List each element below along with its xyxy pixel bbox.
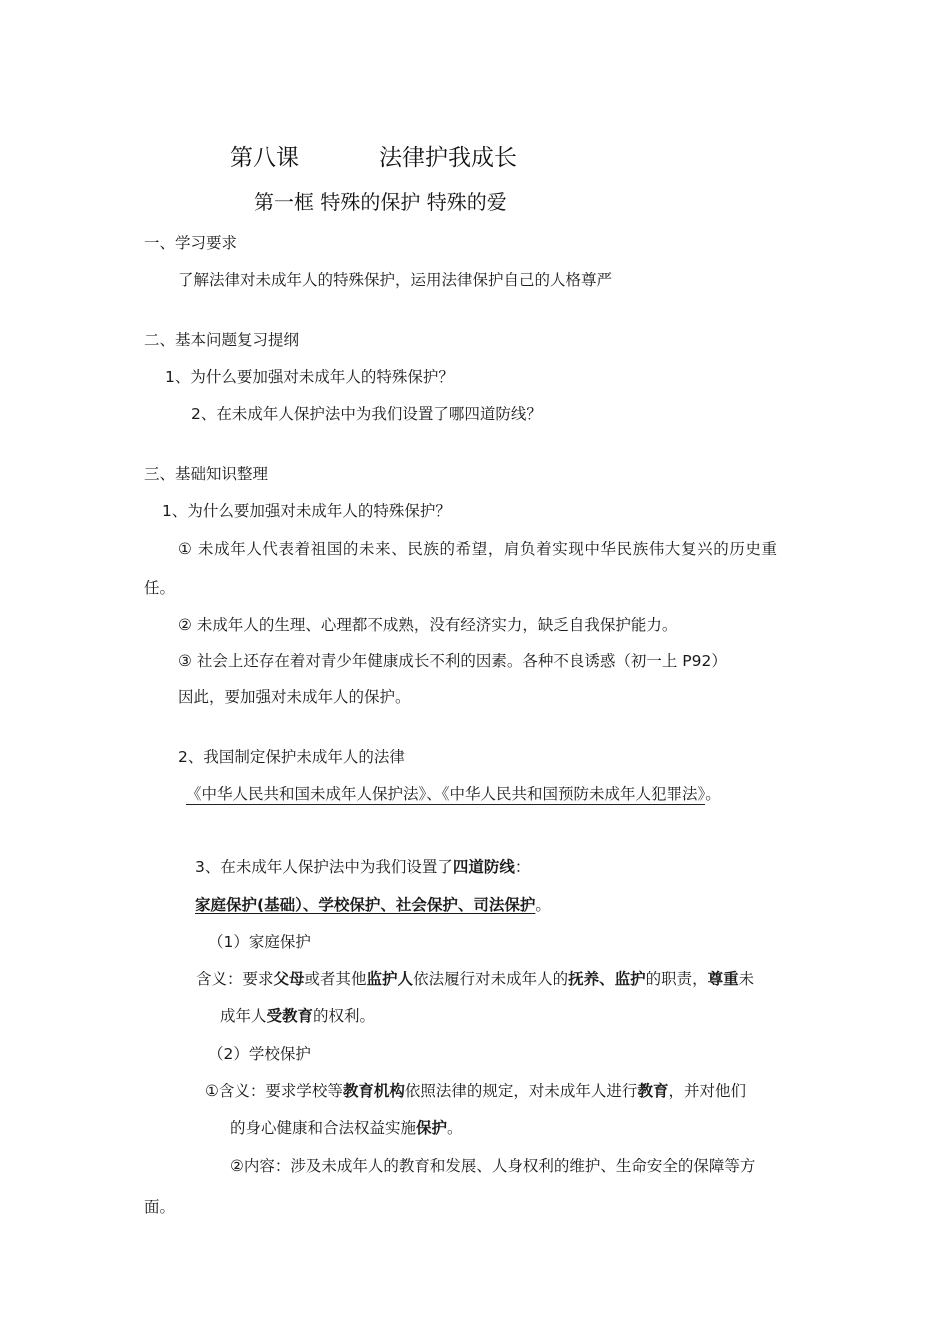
text-run: 。 [447, 1119, 463, 1137]
learning-requirements-text: 了解法律对未成年人的特殊保护，运用法律保护自己的人格尊严 [178, 271, 613, 289]
reason-conclusion: 因此，要加强对未成年人的保护。 [178, 688, 411, 706]
school-protection-meaning-line-2 [230, 1117, 463, 1139]
defenses-list: 家庭保护(基础）、学校保护、社会保护、司法保护 [195, 896, 536, 914]
text-run: 依法履行对未成年人的 [413, 970, 569, 988]
bold-term: 抚养、监护 [568, 970, 646, 988]
school-protection-content-line-2: 面。 [144, 1198, 176, 1216]
laws-line [186, 783, 721, 805]
family-protection-meaning-line-1 [196, 968, 754, 990]
text-run: ①含义：要求学校等 [205, 1082, 343, 1100]
laws-period: 。 [705, 785, 721, 803]
bold-term: 教育机构 [342, 1082, 405, 1100]
laws-list: 《中华人民共和国未成年人保护法》、《中华人民共和国预防未成年人犯罪法》 [186, 785, 706, 803]
bold-term: 监护人 [366, 970, 414, 988]
reason-1-line-2: 任。 [144, 579, 176, 597]
bold-term: 父母 [273, 970, 305, 988]
defenses-period: 。 [535, 896, 551, 914]
outline-question-2: 2、在未成年人保护法中为我们设置了哪四道防线？ [191, 405, 542, 423]
text-run: 未 [738, 970, 755, 988]
knowledge-question-2: 2、我国制定保护未成年人的法律 [178, 748, 405, 766]
lesson-title [230, 143, 517, 173]
bold-term: 教育 [637, 1082, 669, 1100]
defenses-line [195, 894, 551, 916]
lesson-name: 法律护我成长 [379, 145, 517, 171]
q3-suffix: ： [514, 858, 531, 876]
q3-four-defenses: 四道防线 [452, 858, 515, 876]
heading-review-outline: 二、基本问题复习提纲 [144, 331, 300, 349]
school-protection-heading: （2）学校保护 [208, 1045, 311, 1063]
text-run: 的权利。 [313, 1007, 376, 1025]
family-protection-heading: （1）家庭保护 [208, 933, 311, 951]
q3-prefix: 3、在未成年人保护法中为我们设置了 [195, 858, 453, 876]
text-run: 的职责， [645, 970, 708, 988]
section-subtitle: 第一框 特殊的保护 特殊的爱 [254, 190, 507, 214]
reason-1-line-1: ① 未成年人代表着祖国的未来、民族的希望，肩负着实现中华民族伟大复兴的历史重 [178, 540, 778, 558]
knowledge-question-3 [195, 856, 530, 878]
bold-term: 保护 [416, 1119, 448, 1137]
text-run: ，并对他们 [668, 1082, 746, 1100]
bold-term: 受教育 [266, 1007, 314, 1025]
heading-learning-requirements: 一、学习要求 [144, 234, 238, 252]
text-run: 或者其他 [304, 970, 367, 988]
text-run: 依照法律的规定，对未成年人进行 [404, 1082, 638, 1100]
bold-term: 尊重 [707, 970, 739, 988]
school-protection-meaning-line-1 [205, 1080, 746, 1102]
text-run: 成年人 [220, 1007, 267, 1025]
heading-basic-knowledge: 三、基础知识整理 [144, 465, 269, 483]
lesson-number: 第八课 [230, 145, 299, 171]
family-protection-meaning-line-2 [220, 1005, 375, 1027]
reason-3: ③ 社会上还存在着对青少年健康成长不利的因素。各种不良诱惑（初一上 P92） [178, 652, 727, 670]
school-protection-content-line-1: ②内容：涉及未成年人的教育和发展、人身权利的维护、生命安全的保障等方 [230, 1157, 756, 1175]
reason-2: ② 未成年人的生理、心理都不成熟，没有经济实力，缺乏自我保护能力。 [178, 616, 678, 634]
text-run: 含义：要求 [196, 970, 274, 988]
knowledge-question-1: 1、为什么要加强对未成年人的特殊保护？ [162, 502, 451, 520]
outline-question-1: 1、为什么要加强对未成年人的特殊保护？ [165, 368, 454, 386]
text-run: 的身心健康和合法权益实施 [230, 1119, 417, 1137]
